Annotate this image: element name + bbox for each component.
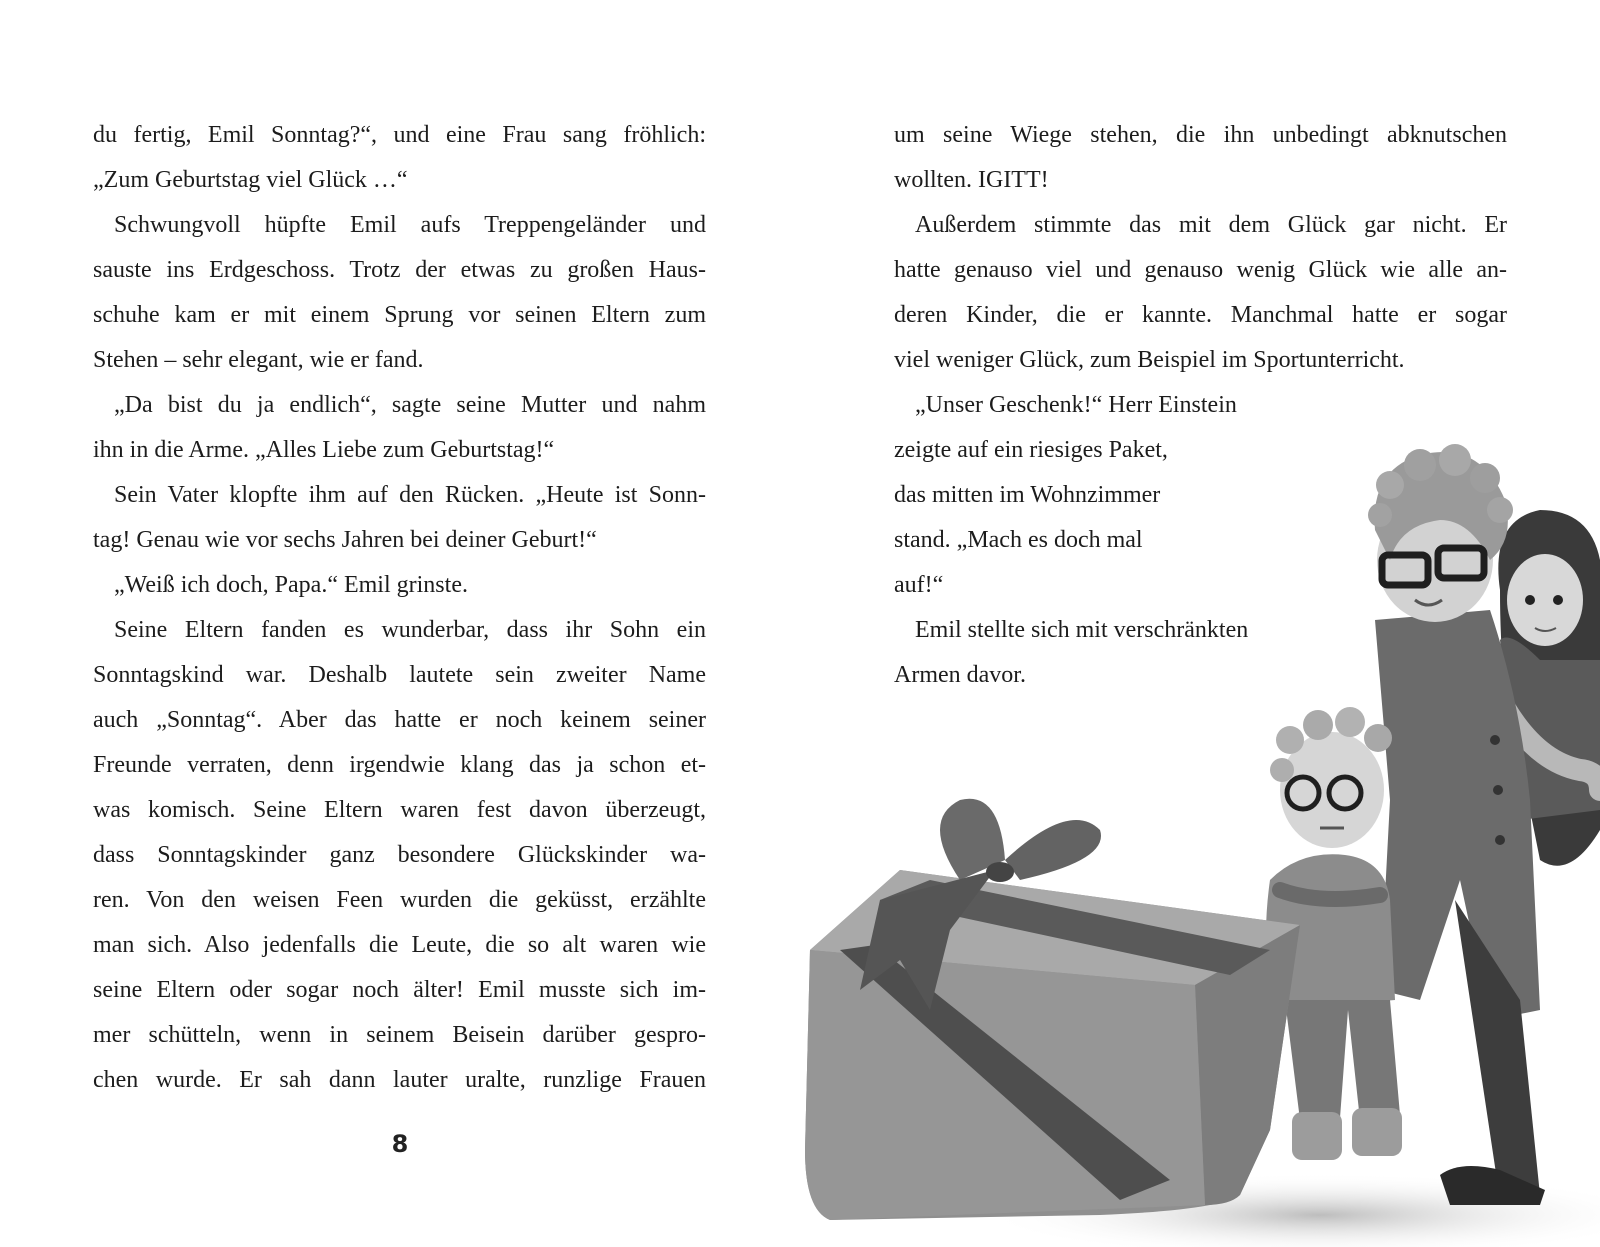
text-line: Armen davor. (894, 662, 1026, 688)
text-line: chen wurde. Er sah dann lauter uralte, runzlige Frauen (93, 1067, 706, 1093)
text-line: „Unser Geschenk!“ Herr Einstein (915, 392, 1237, 418)
gift-box (805, 799, 1300, 1220)
text-line: das mitten im Wohnzimmer (894, 482, 1161, 508)
left-page-text (93, 113, 706, 1103)
text-line: Außerdem stimmte das mit dem Glück gar nicht. Er (915, 212, 1507, 238)
text-line: zeigte auf ein riesiges Paket, (894, 437, 1168, 463)
text-line: Emil stellte sich mit verschränkten (915, 617, 1249, 643)
text-line: stand. „Mach es doch mal (894, 527, 1143, 553)
text-line: „Weiß ich doch, Papa.“ Emil grinste. (114, 572, 468, 598)
text-line: Freunde verraten, denn irgendwie klang das ja schon et- (93, 752, 706, 778)
text-line: was komisch. Seine Eltern waren fest davon überzeugt, (93, 797, 706, 823)
text-line: deren Kinder, die er kannte. Manchmal hatte er sogar (894, 302, 1507, 328)
page-number: 8 (391, 1130, 409, 1158)
text-line: „Zum Geburtstag viel Glück …“ (93, 167, 408, 193)
text-line: man sich. Also jedenfalls die Leute, die so alt waren wie (93, 932, 706, 958)
text-line: viel weniger Glück, zum Beispiel im Sportunterricht. (894, 347, 1405, 373)
right-page-text (894, 113, 1507, 698)
text-line: Schwungvoll hüpfte Emil aufs Treppengeländer und (114, 212, 706, 238)
text-line: mer schütteln, wenn in seinem Beisein darüber gespro- (93, 1022, 706, 1048)
text-line: seine Eltern oder sogar noch älter! Emil musste sich im- (93, 977, 706, 1003)
text-line: tag! Genau wie vor sechs Jahren bei deiner Geburt!“ (93, 527, 597, 553)
text-line: Sein Vater klopfte ihm auf den Rücken. „Heute ist Sonn- (114, 482, 706, 508)
text-line: auch „Sonntag“. Aber das hatte er noch keinem seiner (93, 707, 706, 733)
text-line: wollten. IGITT! (894, 167, 1049, 193)
text-line: „Da bist du ja endlich“, sagte seine Mutter und nahm (114, 392, 706, 418)
text-line: auf!“ (894, 572, 944, 598)
text-line: um seine Wiege stehen, die ihn unbedingt abknutschen (894, 122, 1507, 148)
text-line: du fertig, Emil Sonntag?“, und eine Frau sang fröhlich: (93, 122, 706, 148)
text-line: Sonntagskind war. Deshalb lautete sein zweiter Name (93, 662, 706, 688)
text-line: hatte genauso viel und genauso wenig Glück wie alle an- (894, 257, 1507, 283)
text-line: schuhe kam er mit einem Sprung vor seinen Eltern zum (93, 302, 706, 328)
text-line: Seine Eltern fanden es wunderbar, dass ihr Sohn ein (114, 617, 706, 643)
right-page (800, 0, 1600, 1247)
text-line: Stehen – sehr elegant, wie er fand. (93, 347, 424, 373)
text-line: sauste ins Erdgeschoss. Trotz der etwas zu großen Haus- (93, 257, 706, 283)
text-line: ihn in die Arme. „Alles Liebe zum Geburtstag!“ (93, 437, 555, 463)
text-line: ren. Von den weisen Feen wurden die geküsst, erzählte (93, 887, 706, 913)
text-line: dass Sonntagskinder ganz besondere Glückskinder wa- (93, 842, 706, 868)
